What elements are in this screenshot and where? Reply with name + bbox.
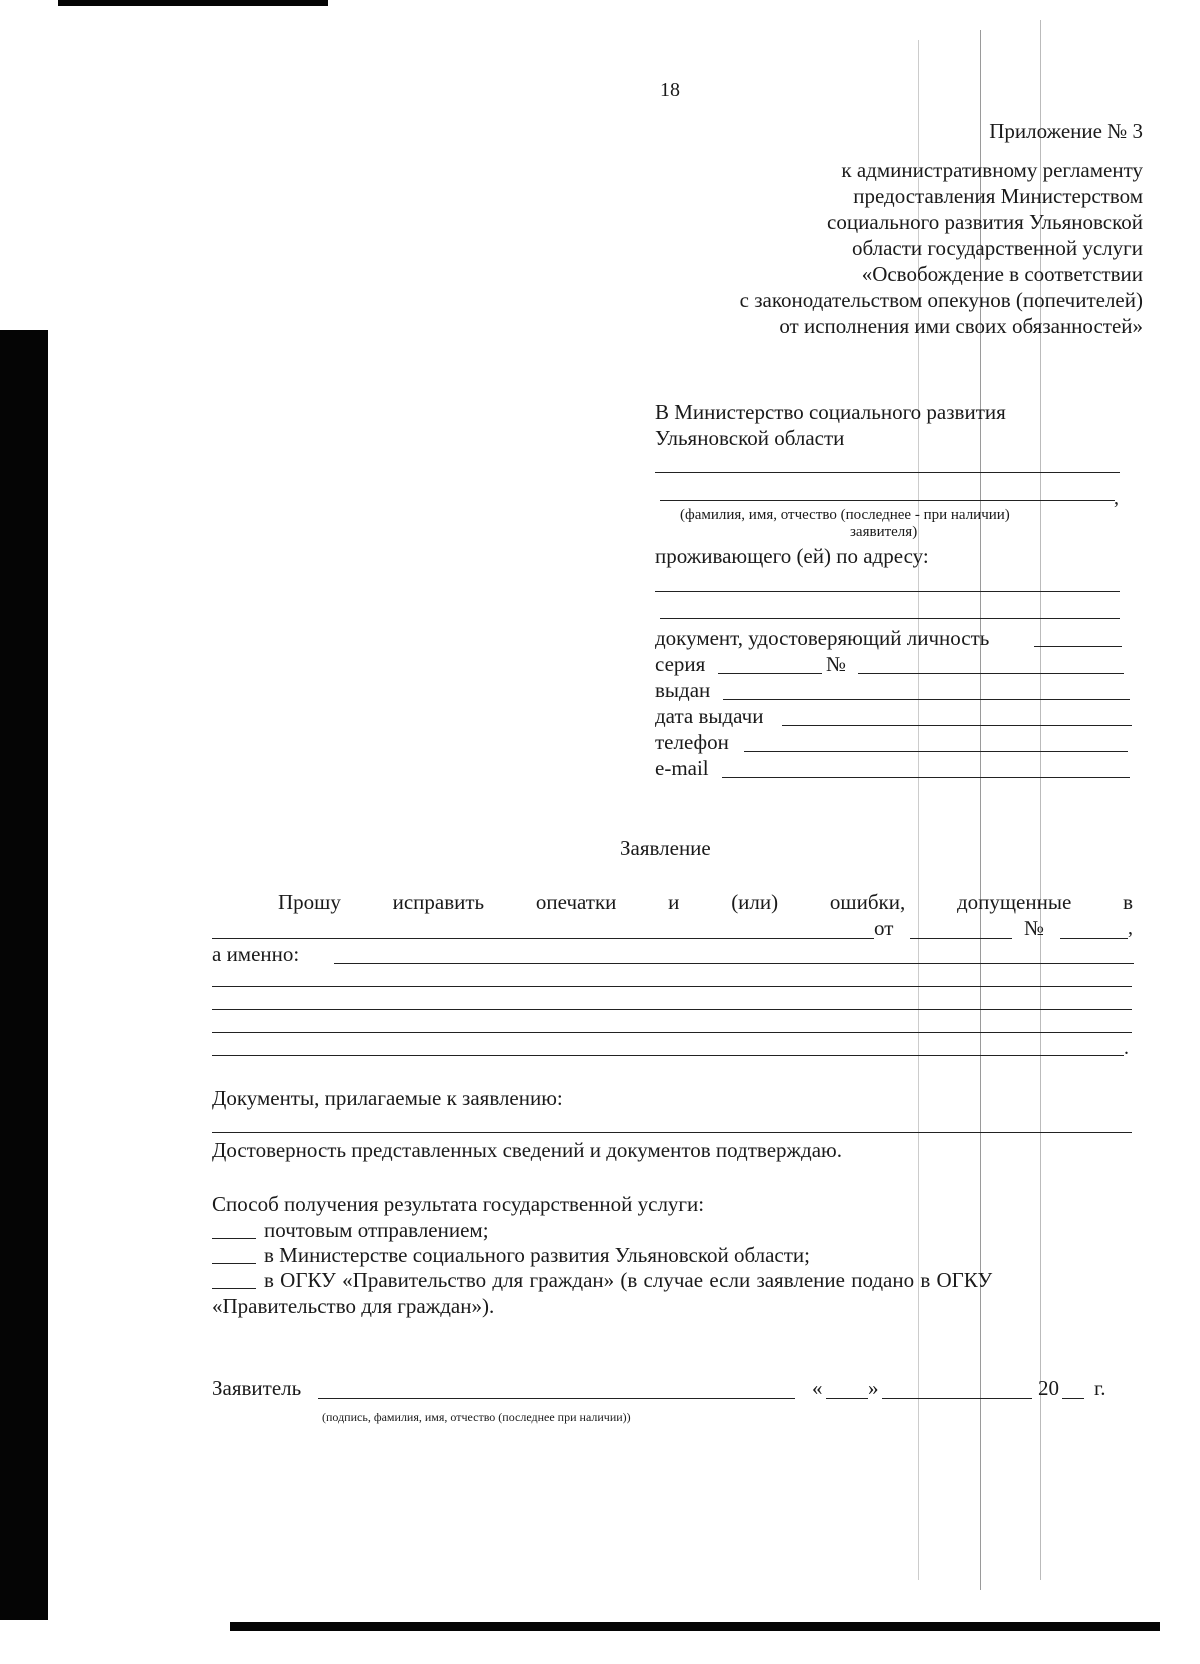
issue-date-line [782,725,1132,726]
request-line [278,890,1133,914]
request-word: и [668,890,680,914]
namely-line [212,986,1132,987]
scan-top-bar [58,0,328,6]
series-label: серия [655,652,706,676]
namely-line [212,1032,1132,1033]
appendix-line: «Освобождение в соответствии [861,262,1143,286]
request-word: в [1123,890,1133,914]
quote-open: « [812,1376,823,1400]
appendix-line: от исполнения ими своих обязанностей» [779,314,1143,338]
year-suffix: г. [1094,1376,1106,1400]
request-word: (или) [731,890,779,914]
issued-label: выдан [655,678,711,702]
option-mark-line [212,1238,256,1239]
id-document-line [1034,646,1122,647]
documents-line [212,1132,1132,1133]
signature-line [318,1398,795,1399]
request-word: допущенные [956,890,1072,914]
from-date-line [910,938,1012,939]
confirmation-text: Достоверность представленных сведений и документов подтверждаю. [212,1138,842,1162]
address-line [660,618,1120,619]
fio-caption: (фамилия, имя, отчество (последнее - при наличии) [680,507,1010,523]
document-name-line [212,938,874,939]
issued-line [723,699,1130,700]
statement-title: Заявление [620,836,711,860]
request-comma: , [1128,917,1133,939]
year-prefix: 20 [1038,1376,1059,1400]
appendix-title: Приложение № 3 [989,119,1143,143]
request-word: ошибки, [829,890,906,914]
appendix-line: области государственной услуги [851,236,1143,260]
appendix-line: предоставления Министерством [853,184,1143,208]
namely-line [212,1009,1132,1010]
day-line [826,1398,868,1399]
appendix-line: социального развития Ульяновской [827,210,1143,234]
delivery-option-ogku-cont: «Правительство для граждан»). [212,1294,495,1318]
number-sign: № [1024,916,1045,940]
page-number: 18 [660,79,680,101]
delivery-option-ministry: в Министерстве социального развития Ульяновской области; [264,1243,810,1267]
delivery-title: Способ получения результата государственной услуги: [212,1192,705,1216]
email-line [722,777,1130,778]
option-mark-line [212,1288,256,1289]
phone-line [744,751,1128,752]
quote-close: » [868,1376,879,1400]
fio-line [660,500,1115,501]
series-line [718,673,822,674]
request-word: Прошу [278,890,341,914]
number-line [858,673,1124,674]
fio-line [655,472,1120,473]
addressee-line: Ульяновской области [655,426,845,450]
delivery-option-ogku: в ОГКУ «Правительство для граждан» (в случае если заявление подано в ОГКУ [264,1268,993,1292]
scan-left-bar [0,330,48,1620]
namely-line [212,1055,1124,1056]
option-mark-line [212,1263,256,1264]
applicant-label: Заявитель [212,1376,302,1400]
phone-label: телефон [655,730,729,754]
email-label: e-mail [655,756,709,780]
namely-line [334,963,1134,964]
delivery-option-mail: почтовым отправлением; [264,1218,489,1242]
appendix-line: к административному регламенту [841,158,1143,182]
fio-comma: , [1114,487,1119,509]
residing-label: проживающего (ей) по адресу: [655,544,929,568]
appendix-line: с законодательством опекунов (попечителей) [739,288,1143,312]
documents-label: Документы, прилагаемые к заявлению: [212,1086,563,1110]
issue-date-label: дата выдачи [655,704,764,728]
month-line [882,1398,1032,1399]
year-line [1062,1398,1084,1399]
address-line [655,591,1120,592]
namely-label: а именно: [212,942,300,966]
from-label: от [874,916,894,940]
fio-caption: заявителя) [850,524,918,540]
addressee-line: В Министерство социального развития [655,400,1006,424]
request-word: опечатки [535,890,617,914]
signature-caption: (подпись, фамилия, имя, отчество (последнее при наличии)) [322,1410,631,1424]
number-sign: № [826,652,847,676]
request-word: исправить [392,890,485,914]
scan-bottom-bar [230,1622,1160,1631]
namely-period: . [1124,1037,1129,1059]
id-document-label: документ, удостоверяющий личность [655,626,990,650]
doc-number-line [1060,938,1128,939]
